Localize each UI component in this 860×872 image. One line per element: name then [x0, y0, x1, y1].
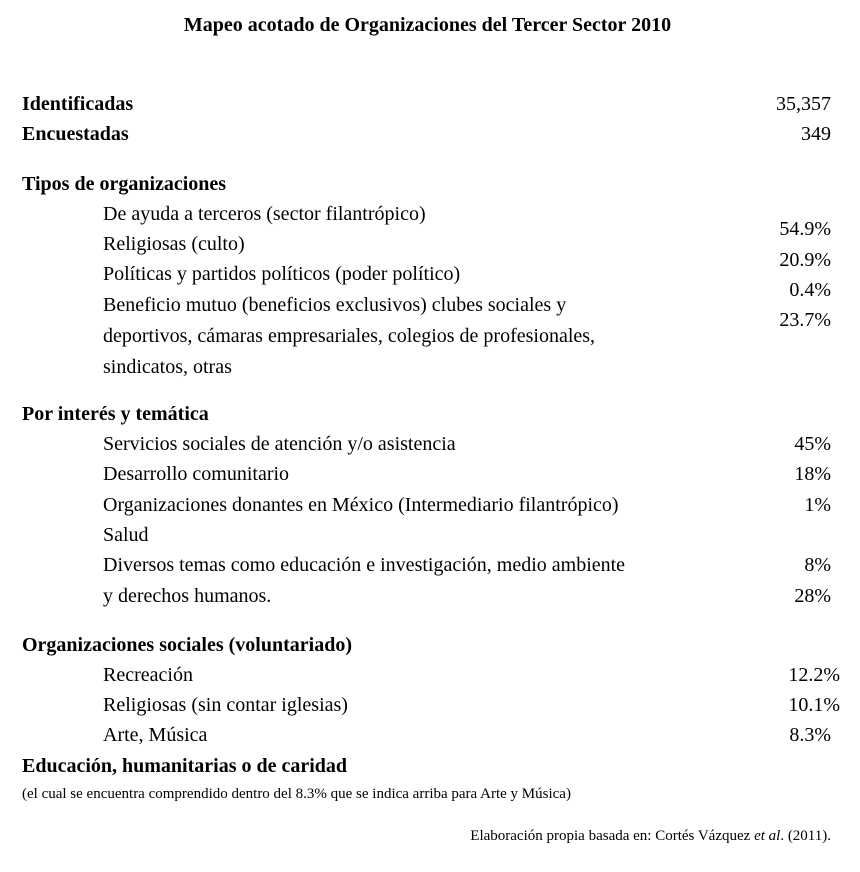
identificadas-label: Identificadas — [22, 93, 134, 115]
educacion-note: (el cual se encuentra comprendido dentro del 8.3% que se indica arriba para Arte y Música) — [22, 786, 571, 802]
interes-value: 28% — [794, 585, 831, 607]
section-heading-tipos: Tipos de organizaciones — [22, 173, 227, 195]
voluntariado-value: 12.2% — [788, 664, 840, 686]
interes-value: 8% — [804, 554, 831, 576]
interes-line: Salud — [103, 524, 149, 546]
tipos-line: Beneficio mutuo (beneficios exclusivos) clubes sociales y — [103, 294, 567, 316]
voluntariado-value: 8.3% — [789, 724, 831, 746]
tipos-value: 23.7% — [779, 309, 831, 331]
source-prefix: Elaboración propia basada en: Cortés Vázquez — [470, 828, 755, 844]
tipos-line: Políticas y partidos políticos (poder político) — [103, 263, 461, 285]
source-suffix: . (2011). — [780, 828, 831, 844]
tipos-value: 20.9% — [779, 249, 831, 271]
section-heading-educacion: Educación, humanitarias o de caridad — [22, 755, 348, 777]
interes-value: 1% — [804, 494, 831, 516]
tipos-line: sindicatos, otras — [103, 356, 232, 378]
source-italic: et al — [754, 828, 781, 844]
interes-value: 18% — [794, 463, 831, 485]
voluntariado-line: Recreación — [103, 664, 193, 686]
tipos-value: 54.9% — [779, 218, 831, 240]
voluntariado-line: Religiosas (sin contar iglesias) — [103, 694, 348, 716]
identificadas-value: 35,357 — [776, 93, 831, 115]
tipos-line: Religiosas (culto) — [103, 233, 245, 255]
tipos-value: 0.4% — [789, 279, 831, 301]
interes-line: Diversos temas como educación e investigación, medio ambiente — [103, 554, 626, 576]
interes-line: Organizaciones donantes en México (Intermediario filantrópico) — [103, 494, 619, 516]
interes-line: Servicios sociales de atención y/o asistencia — [103, 433, 456, 455]
encuestadas-value: 349 — [801, 123, 831, 145]
source-citation — [470, 824, 831, 848]
voluntariado-line: Arte, Música — [103, 724, 208, 746]
encuestadas-label: Encuestadas — [22, 123, 129, 145]
section-heading-voluntariado: Organizaciones sociales (voluntariado) — [22, 634, 352, 656]
voluntariado-value: 10.1% — [788, 694, 840, 716]
interes-line: Desarrollo comunitario — [103, 463, 290, 485]
section-heading-interes: Por interés y temática — [22, 403, 209, 425]
tipos-line: De ayuda a terceros (sector filantrópico) — [103, 203, 426, 225]
interes-line: y derechos humanos. — [103, 585, 272, 607]
interes-value: 45% — [794, 433, 831, 455]
table-title: Mapeo acotado de Organizaciones del Tercer Sector 2010 — [183, 14, 672, 36]
tipos-line: deportivos, cámaras empresariales, colegios de profesionales, — [103, 325, 596, 347]
